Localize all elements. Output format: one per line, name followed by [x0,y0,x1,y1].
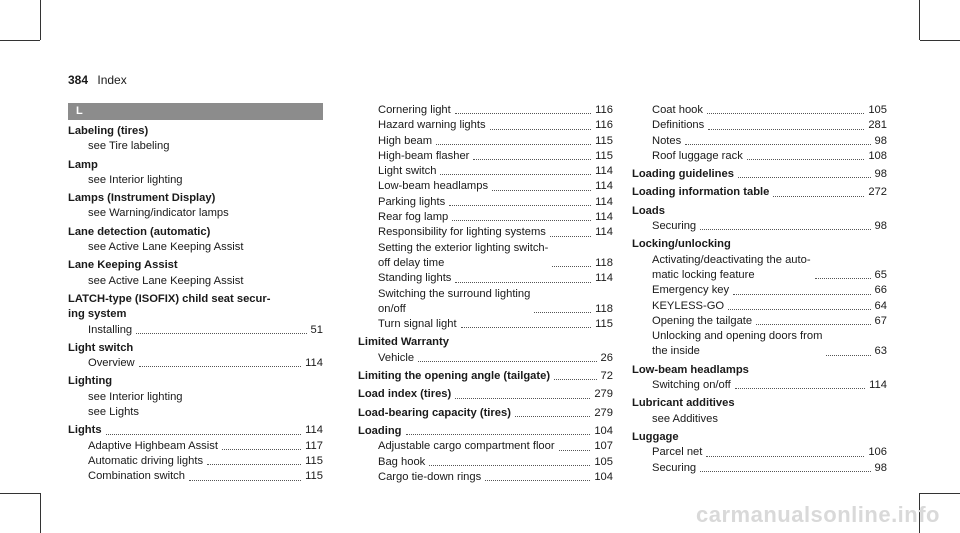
crop-mark [919,0,920,40]
page-ref: 65 [874,268,887,281]
page-ref: 114 [595,195,613,208]
index-entry [68,191,323,222]
see-reference[interactable]: see Additives [652,412,718,425]
index-entry [632,237,887,359]
page-header [68,73,127,87]
page-ref: 279 [594,388,613,401]
page-ref: 114 [595,226,613,239]
subentry[interactable] [632,134,887,149]
entry-title: Labeling (tires) [68,125,149,137]
see-reference[interactable]: see Active Lane Keeping Assist [88,241,244,254]
subentry-label: Securing [652,461,697,474]
subentry-label: Roof luggage rack [652,149,743,162]
subentry[interactable] [358,118,613,133]
subentry[interactable] [632,314,887,329]
subentry-label: Unlocking and opening doors from the inside [652,330,823,358]
page-ref: 114 [595,272,613,285]
entry-title: Lane Keeping Assist [68,259,178,272]
subentry[interactable] [358,179,613,194]
page-ref: 115 [305,454,323,467]
page-ref: 281 [868,119,887,132]
subentry-label: Emergency key [652,284,730,297]
page-ref: 272 [868,186,887,199]
subentry[interactable] [632,219,887,234]
entry-title: Loading [358,424,402,437]
subentry-label: Vehicle [378,351,415,364]
index-entry-continued [358,103,613,332]
subentry[interactable] [68,454,323,469]
page-ref: 114 [595,180,613,193]
subentry[interactable] [632,118,887,133]
index-entry-continued [632,103,887,164]
page-ref: 98 [874,168,887,181]
subentry-label: Turn signal light [378,318,457,331]
subentry-label: Adjustable cargo compartment floor [378,440,555,453]
page-ref: 98 [874,220,887,233]
subentry-label: Standing lights [378,272,452,285]
crop-mark [920,40,960,41]
subentry[interactable] [358,149,613,164]
crop-mark [920,493,960,494]
subentry[interactable] [358,134,613,149]
entry-title: Load index (tires) [358,388,452,401]
page-ref: 116 [595,119,613,132]
subentry-label: Automatic driving lights [88,454,204,467]
index-entry[interactable] [358,369,613,384]
page-ref: 105 [594,455,613,468]
index-entry [632,396,887,427]
subentry[interactable] [632,329,887,360]
page-ref: 118 [595,256,613,269]
watermark: carmanualsonline.info [696,502,940,527]
subentry-label: Parcel net [652,446,703,459]
entry-title-row[interactable] [68,423,323,438]
subentry-label: Notes [652,134,682,147]
entry-title: Lighting [68,375,113,388]
subentry[interactable] [632,445,887,460]
subentry-label: High beam [378,134,433,147]
subentry-label: Activating/deactivating the auto- matic locking feature [652,253,811,281]
page-ref: 26 [600,351,613,364]
page-ref: 279 [594,406,613,419]
subentry-label: Coat hook [652,104,703,116]
index-entry [358,424,613,485]
subentry[interactable] [632,253,887,284]
subentry[interactable] [358,351,613,366]
page-ref: 114 [305,424,323,437]
index-entry [68,258,323,289]
index-entry[interactable] [632,167,887,182]
subentry[interactable] [68,469,323,484]
see-reference[interactable]: see Interior lighting [88,173,183,186]
page-ref: 108 [868,149,887,162]
entry-title: Lamp [68,158,98,171]
subentry-label: Bag hook [378,455,426,468]
entry-title: Luggage [632,430,679,443]
index-entry [68,374,323,420]
subentry[interactable] [358,439,613,454]
index-entry[interactable] [632,185,887,200]
crop-mark [40,493,41,533]
subentry[interactable] [358,271,613,286]
page-ref: 51 [310,323,323,336]
entry-title: Loading information table [632,186,770,199]
subentry[interactable] [358,164,613,179]
subentry-label: Hazard warning lights [378,119,486,132]
subentry[interactable] [358,317,613,332]
index-column-2 [358,103,613,485]
subentry-label: Securing [652,220,697,233]
see-reference[interactable]: see Lights [88,406,139,419]
entry-title-row[interactable] [358,424,613,439]
entry-title: Low-beam headlamps [632,363,749,376]
subentry-label: Cornering light [378,104,451,116]
page-ref: 105 [868,104,887,116]
subentry[interactable] [632,149,887,164]
index-entry [358,335,613,366]
subentry-label: Opening the tailgate [652,314,753,327]
subentry-label: Rear fog lamp [378,211,449,224]
page-ref: 115 [305,470,323,483]
subentry-label: Overview [88,357,135,370]
entry-title: Lane detection (automatic) [68,225,211,238]
see-reference[interactable]: see Warning/indicator lamps [88,207,229,220]
page-ref: 117 [305,439,323,452]
index-entry [68,225,323,256]
subentry[interactable] [358,241,613,272]
crop-mark [0,40,40,41]
subentry-label: Responsibility for lighting systems [378,226,546,239]
page-ref: 114 [595,165,613,178]
subentry[interactable] [632,103,887,118]
page-ref: 72 [600,370,613,383]
page-ref: 114 [305,357,323,370]
subentry-label: KEYLESS-GO [652,299,725,312]
index-entry [68,341,323,372]
entry-title: Lubricant additives [632,397,735,410]
subentry[interactable] [632,299,887,314]
index-entry [68,124,323,155]
subentry-label: Installing [88,323,133,336]
subentry[interactable] [632,461,887,476]
see-reference[interactable]: see Interior lighting [88,390,183,403]
page-ref: 64 [874,299,887,312]
index-entry [68,158,323,189]
subentry-label: Combination switch [88,470,186,483]
page-ref: 115 [595,149,613,162]
subentry-label: Switching on/off [652,379,731,392]
subentry[interactable] [358,103,613,118]
subentry-label: High-beam flasher [378,149,470,162]
subentry[interactable] [68,439,323,454]
page-ref: 106 [868,446,887,459]
subentry[interactable] [358,287,613,318]
subentry[interactable] [632,283,887,298]
subentry[interactable] [358,455,613,470]
subentry[interactable] [632,378,887,393]
page-ref: 63 [874,345,887,358]
entry-title: Locking/unlocking [632,238,731,251]
entry-title: Load-bearing capacity (tires) [358,406,511,419]
page-ref: 116 [595,104,613,116]
entry-title: Light switch [68,341,134,354]
index-entry [632,363,887,394]
index-column-1 [68,103,323,485]
subentry[interactable] [68,356,323,371]
page-ref: 66 [874,284,887,297]
subentry-label: Adaptive Highbeam Assist [88,439,218,452]
subentry-label: Low-beam headlamps [378,180,489,193]
subentry[interactable] [358,225,613,240]
index-entry [632,204,887,235]
subentry-label: Setting the exterior lighting switch- off delay time [378,241,549,269]
subentry-label: Light switch [378,165,437,178]
index-entry [68,292,323,338]
page-ref: 98 [874,461,887,474]
index-entry [68,423,323,484]
page-ref: 115 [595,134,613,147]
letter-heading: L [68,103,323,120]
subentry[interactable] [68,323,323,338]
subentry-label: Cargo tie-down rings [378,470,482,483]
entry-title: Loading guidelines [632,168,734,181]
entry-title: Lamps (Instrument Display) [68,192,216,205]
crop-mark [40,0,41,40]
entry-title: Loads [632,204,665,217]
entry-title: LATCH-type (ISOFIX) child seat secur- ing system [68,292,271,321]
see-reference[interactable]: see Tire labeling [88,140,170,153]
subentry-label: Switching the surround lighting on/off [378,287,531,315]
page-ref: 104 [594,470,613,483]
page-ref: 114 [869,379,887,392]
entry-title: Limited Warranty [358,336,449,349]
page-number: 384 [68,73,89,87]
page-ref: 67 [874,314,887,327]
subentry-label: Definitions [652,119,705,132]
index-entry[interactable] [358,406,613,421]
crop-mark [0,493,40,494]
section-title: Index [97,73,127,87]
index-entry[interactable] [358,387,613,402]
page-ref: 107 [594,440,613,453]
subentry[interactable] [358,210,613,225]
index-entry [632,430,887,476]
page-ref: 98 [874,134,887,147]
page-ref: 114 [595,211,613,224]
index-column-3 [632,103,887,476]
page-ref: 118 [595,302,613,315]
subentry[interactable] [358,195,613,210]
subentry-label: Parking lights [378,195,446,208]
entry-title: Lights [68,424,102,437]
entry-title: Limiting the opening angle (tailgate) [358,370,551,383]
see-reference[interactable]: see Active Lane Keeping Assist [88,274,244,287]
page-ref: 104 [594,424,613,437]
subentry[interactable] [358,470,613,485]
page-ref: 115 [595,318,613,331]
